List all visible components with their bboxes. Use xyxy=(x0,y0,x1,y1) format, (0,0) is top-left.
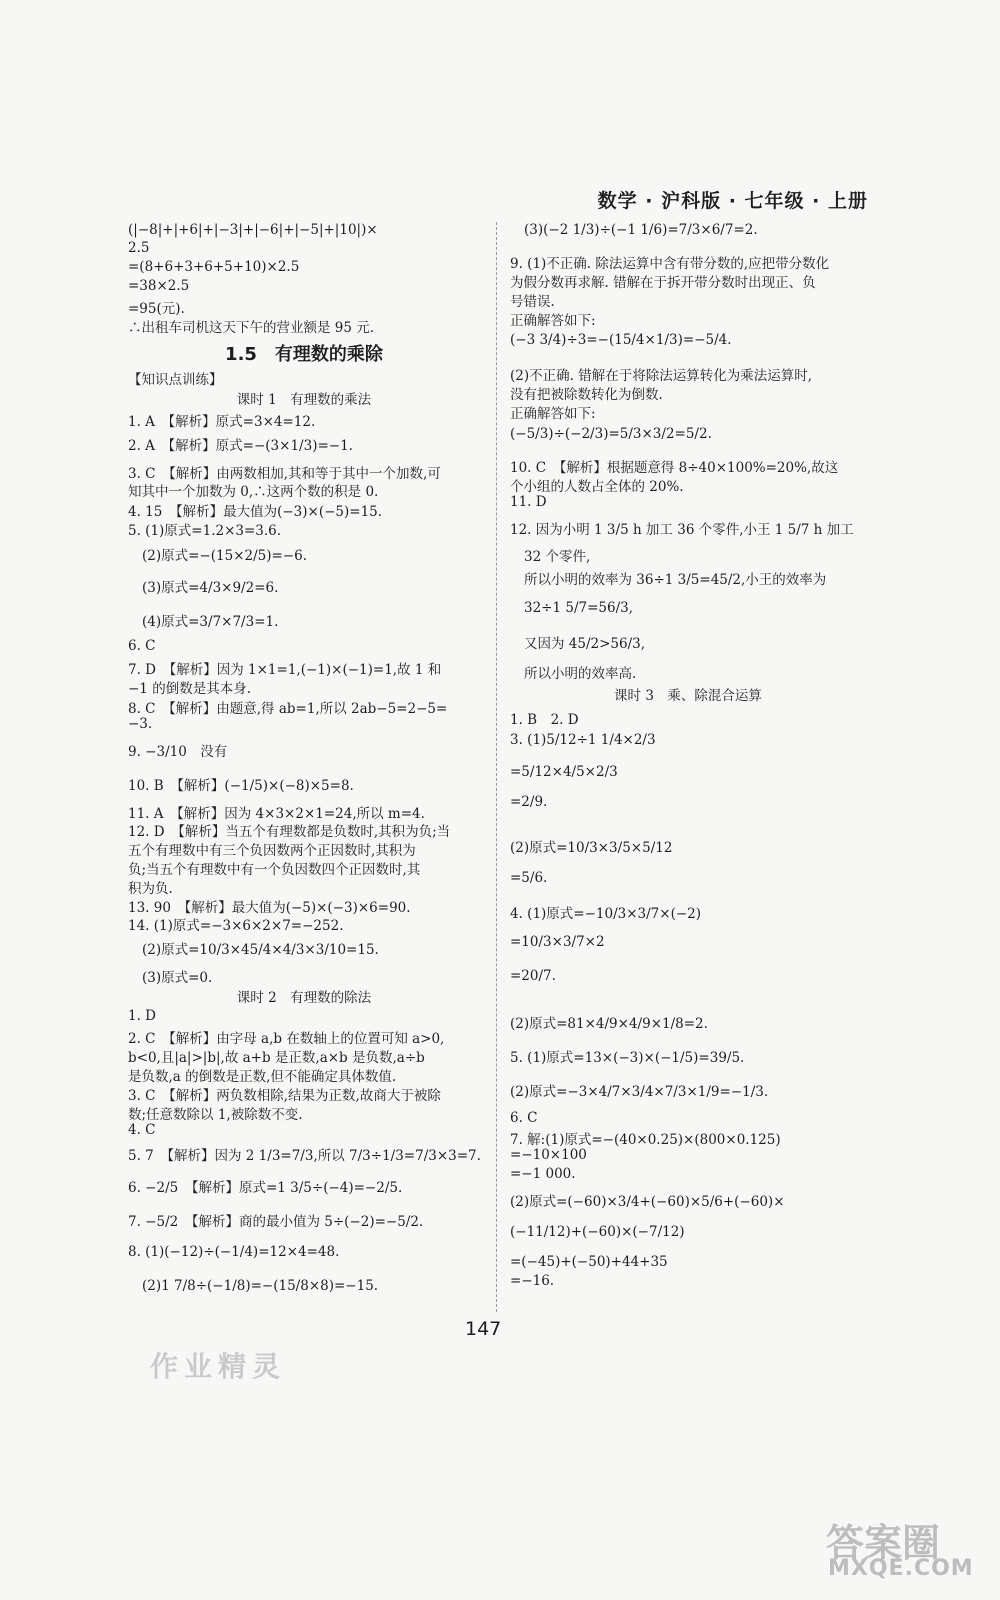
answer-line: =−10×100 xyxy=(510,1147,587,1163)
answer-line: 2. A 【解析】原式=−(3×1/3)=−1. xyxy=(128,438,353,454)
answer-line: =38×2.5 xyxy=(128,278,190,294)
answer-line: =−16. xyxy=(510,1273,555,1289)
answer-line: 正确解答如下: xyxy=(510,406,596,422)
answer-line: 13. 90 【解析】最大值为(−5)×(−3)×6=90. xyxy=(128,900,411,916)
page-header: 数学 · 沪科版 · 七年级 · 上册 xyxy=(597,190,868,212)
answer-line: 又因为 45/2>56/3, xyxy=(524,636,646,652)
answer-line: 正确解答如下: xyxy=(510,313,596,329)
lesson-heading: 课时 1 有理数的乘法 xyxy=(236,392,372,408)
answer-line: 14. (1)原式=−3×6×2×7=−252. xyxy=(128,918,344,934)
answer-line: =−1 000. xyxy=(510,1166,576,1182)
answer-line: b<0,且|a|>|b|,故 a+b 是正数,a×b 是负数,a÷b xyxy=(128,1050,425,1066)
answer-line: (2)原式=−(15×2/5)=−6. xyxy=(142,548,307,564)
answer-line: 个小组的人数占全体的 20%. xyxy=(510,479,684,495)
answer-line: 12. 因为小明 1 3/5 h 加工 36 个零件,小王 1 5/7 h 加工 xyxy=(510,522,854,538)
answer-line: 3. (1)5/12÷1 1/4×2/3 xyxy=(510,732,656,748)
answer-line: 1. A 【解析】原式=3×4=12. xyxy=(128,414,316,430)
answer-line: =95(元). xyxy=(128,301,185,317)
answer-line: 1. D xyxy=(128,1008,156,1024)
answer-line: 4. C xyxy=(128,1122,156,1138)
answer-line: 8. C 【解析】由题意,得 ab=1,所以 2ab−5=2−5= xyxy=(128,701,448,717)
answer-line: 为假分数再求解. 错解在于拆开带分数时出现正、负 xyxy=(510,275,816,291)
answer-line: 32 个零件, xyxy=(524,549,591,565)
answer-line: 5. (1)原式=1.2×3=3.6. xyxy=(128,523,282,539)
lesson-heading: 课时 3 乘、除混合运算 xyxy=(614,688,762,704)
answer-line: 5. 7 【解析】因为 2 1/3=7/3,所以 7/3÷1/3=7/3×3=7. xyxy=(128,1148,481,1164)
answer-line: (3)(−2 1/3)÷(−1 1/6)=7/3×6/7=2. xyxy=(524,222,758,238)
answer-line: 是负数,a 的倒数是正数,但不能确定具体数值. xyxy=(128,1069,397,1085)
answer-line: =(−45)+(−50)+44+35 xyxy=(510,1254,668,1270)
answer-line: (2)不正确. 错解在于将除法运算转化为乘法运算时, xyxy=(510,368,812,384)
answer-line: 3. C 【解析】两负数相除,结果为正数,故商大于被除 xyxy=(128,1088,441,1104)
section-title: 1.5 有理数的乘除 xyxy=(225,344,383,365)
answer-line: 积为负. xyxy=(128,881,173,897)
answer-line: 10. B 【解析】(−1/5)×(−8)×5=8. xyxy=(128,778,354,794)
lesson-heading: 课时 2 有理数的除法 xyxy=(236,990,372,1006)
answer-line: 32÷1 5/7=56/3, xyxy=(524,600,634,616)
answer-line: (−3 3/4)÷3=−(15/4×1/3)=−5/4. xyxy=(510,332,732,348)
stamp-mark: 作业精灵 xyxy=(150,1350,287,1383)
answer-line: 6. C xyxy=(510,1110,538,1126)
answer-line: 没有把被除数转化为倒数. xyxy=(510,387,663,403)
answer-line: =2/9. xyxy=(510,794,548,810)
answer-line: 所以小明的效率为 36÷1 3/5=45/2,小王的效率为 xyxy=(524,572,827,588)
answer-line: =10/3×3/7×2 xyxy=(510,934,605,950)
answer-line: 数;任意数除以 1,被除数不变. xyxy=(128,1107,303,1123)
answer-line: (4)原式=3/7×7/3=1. xyxy=(142,614,279,630)
watermark-url: MXQE.COM xyxy=(828,1556,974,1581)
answer-line: (2)原式=(−60)×3/4+(−60)×5/6+(−60)× xyxy=(510,1194,785,1210)
answer-line: 【知识点训练】 xyxy=(128,372,223,388)
answer-line: 9. −3/10 没有 xyxy=(128,744,228,760)
answer-line: (|−8|+|+6|+|−3|+|−6|+|−5|+|10|)× xyxy=(128,222,378,238)
answer-line: 6. C xyxy=(128,638,156,654)
answer-line: =(8+6+3+6+5+10)×2.5 xyxy=(128,259,300,275)
answer-line: 7. D 【解析】因为 1×1=1,(−1)×(−1)=1,故 1 和 xyxy=(128,662,442,678)
answer-line: 4. 15 【解析】最大值为(−3)×(−5)=15. xyxy=(128,504,383,520)
answer-line: (2)1 7/8÷(−1/8)=−(15/8×8)=−15. xyxy=(142,1278,379,1294)
answer-line: 4. (1)原式=−10/3×3/7×(−2) xyxy=(510,906,702,922)
answer-line: 2.5 xyxy=(128,240,150,256)
answer-line: 1. B 2. D xyxy=(510,712,579,728)
answer-line: (2)原式=10/3×45/4×4/3×3/10=15. xyxy=(142,942,379,958)
answer-line: 10. C 【解析】根据题意得 8÷40×100%=20%,故这 xyxy=(510,460,839,476)
answer-line: 知其中一个加数为 0,∴这两个数的积是 0. xyxy=(128,484,379,500)
answer-line: 3. C 【解析】由两数相加,其和等于其中一个加数,可 xyxy=(128,466,441,482)
answer-line: =5/6. xyxy=(510,870,548,886)
answer-line: ∴出租车司机这天下午的营业额是 95 元. xyxy=(128,320,375,336)
answer-line: 负;当五个有理数中有一个负因数四个正因数时,其 xyxy=(128,862,421,878)
answer-line: (−11/12)+(−60)×(−7/12) xyxy=(510,1224,685,1240)
answer-line: 6. −2/5 【解析】原式=1 3/5÷(−4)=−2/5. xyxy=(128,1180,403,1196)
answer-line: 11. A 【解析】因为 4×3×2×1=24,所以 m=4. xyxy=(128,806,425,822)
answer-line: (3)原式=0. xyxy=(142,970,213,986)
answer-line: =5/12×4/5×2/3 xyxy=(510,764,618,780)
answer-line: −3. xyxy=(128,716,153,732)
answer-line: 12. D 【解析】当五个有理数都是负数时,其积为负;当 xyxy=(128,824,451,840)
answer-line: 号错误. xyxy=(510,294,555,310)
answer-line: 2. C 【解析】由字母 a,b 在数轴上的位置可知 a>0, xyxy=(128,1031,445,1047)
column-divider xyxy=(496,222,497,1312)
answer-line: 11. D xyxy=(510,494,547,510)
watermark-logo: 答案圈 xyxy=(826,1521,941,1565)
answer-line: (2)原式=10/3×3/5×5/12 xyxy=(510,840,673,856)
answer-line: (−5/3)÷(−2/3)=5/3×3/2=5/2. xyxy=(510,426,712,442)
page-number: 147 xyxy=(465,1318,502,1340)
answer-line: (3)原式=4/3×9/2=6. xyxy=(142,580,279,596)
answer-line: 7. 解:(1)原式=−(40×0.25)×(800×0.125) xyxy=(510,1132,781,1148)
answer-line: 8. (1)(−12)÷(−1/4)=12×4=48. xyxy=(128,1244,340,1260)
answer-line: (2)原式=−3×4/7×3/4×7/3×1/9=−1/3. xyxy=(510,1084,769,1100)
answer-line: −1 的倒数是其本身. xyxy=(128,681,251,697)
answer-line: 5. (1)原式=13×(−3)×(−1/5)=39/5. xyxy=(510,1050,745,1066)
answer-line: (2)原式=81×4/9×4/9×1/8=2. xyxy=(510,1016,708,1032)
answer-line: 所以小明的效率高. xyxy=(524,666,637,682)
answer-line: 7. −5/2 【解析】商的最小值为 5÷(−2)=−5/2. xyxy=(128,1214,424,1230)
answer-line: =20/7. xyxy=(510,968,556,984)
answer-line: 五个有理数中有三个负因数两个正因数时,其积为 xyxy=(128,843,416,859)
answer-line: 9. (1)不正确. 除法运算中含有带分数的,应把带分数化 xyxy=(510,256,830,272)
